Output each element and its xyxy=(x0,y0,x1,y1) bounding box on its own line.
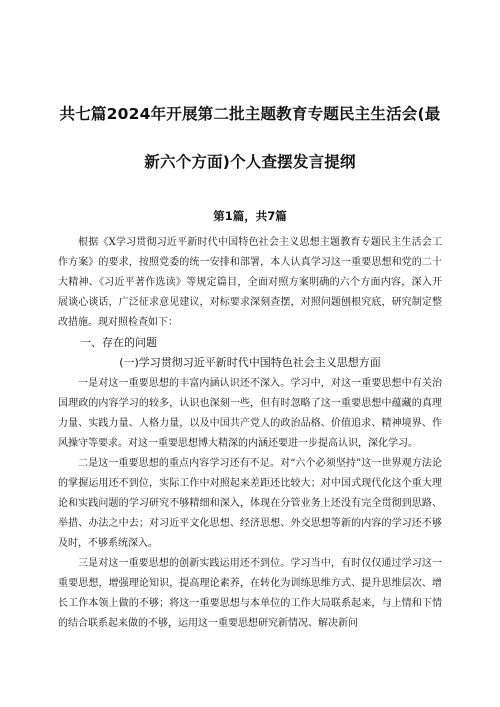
body-paragraph-1: 一是对这一重要思想的丰富内涵认识还不深入。学习中，对这一重要思想中有关治国理政的内容学习的较多，认识也深刻一些，但有时忽略了这一重要思想中蕴藏的真理力量、实践力量、人格力量，以及中国共产党人的政治品格、价值追求、精神境界、作风操守等要求。对这一重要思想博大精深的内涵还要进一步提高认识，深化学习。 xyxy=(58,378,442,449)
document-title: 共七篇2024年开展第二批主题教育专题民主生活会(最新六个方面)个人查摆发言提纲 xyxy=(59,105,441,171)
section-heading: 一、存在的问题 xyxy=(80,336,157,349)
subsection-heading: (一)学习贯彻习近平新时代中国特色社会主义思想方面 xyxy=(119,356,381,369)
intro-paragraph: 根据《X学习贯彻习近平新时代中国特色社会主义思想主题教育专题民主生活会工作方案》的要求，按照党委的统一安排和部署，本人认真学习这一重要思想和党的二十大精神、《习近平著作选读》等规定篇目，全面对照方案明确的六个方面内容，深入开展谈心谈话，广泛征求意见建议，对标要求深刻查摆，对照问题刨根究底，研究制定整改措施。现对照检查如下： xyxy=(58,237,442,328)
body-paragraph-3: 三是对这一重要思想的创新实践运用还不到位。学习当中，有时仅仅通过学习这一重要思想，增强理论知识，提高理论素养，在转化为训练思维方式、提升思维层次、增长工作本领上做的不够；将这一重要思想与本单位的工作大局联系起来，与上情和下情的结合联系起来做的不够，运用这一重要思想研究新情况、解决新问 xyxy=(58,558,442,629)
document-subtitle: 第1篇，共7篇 xyxy=(213,209,287,223)
body-paragraph-2: 二是这一重要思想的重点内容学习还有不足。对“六个必须坚持”这一世界观方法论的掌握运用还不到位，实际工作中对照起来差距还比较大；对中国式现代化这个重大理论和实践问题的学习研究不够精细和深入，体现在分管业务上还没有完全贯彻到思路、举措、办法之中去；对习近平文化思想、经济思想、外交思想等新的内容的学习还不够及时，不够系统深入。 xyxy=(58,458,442,549)
